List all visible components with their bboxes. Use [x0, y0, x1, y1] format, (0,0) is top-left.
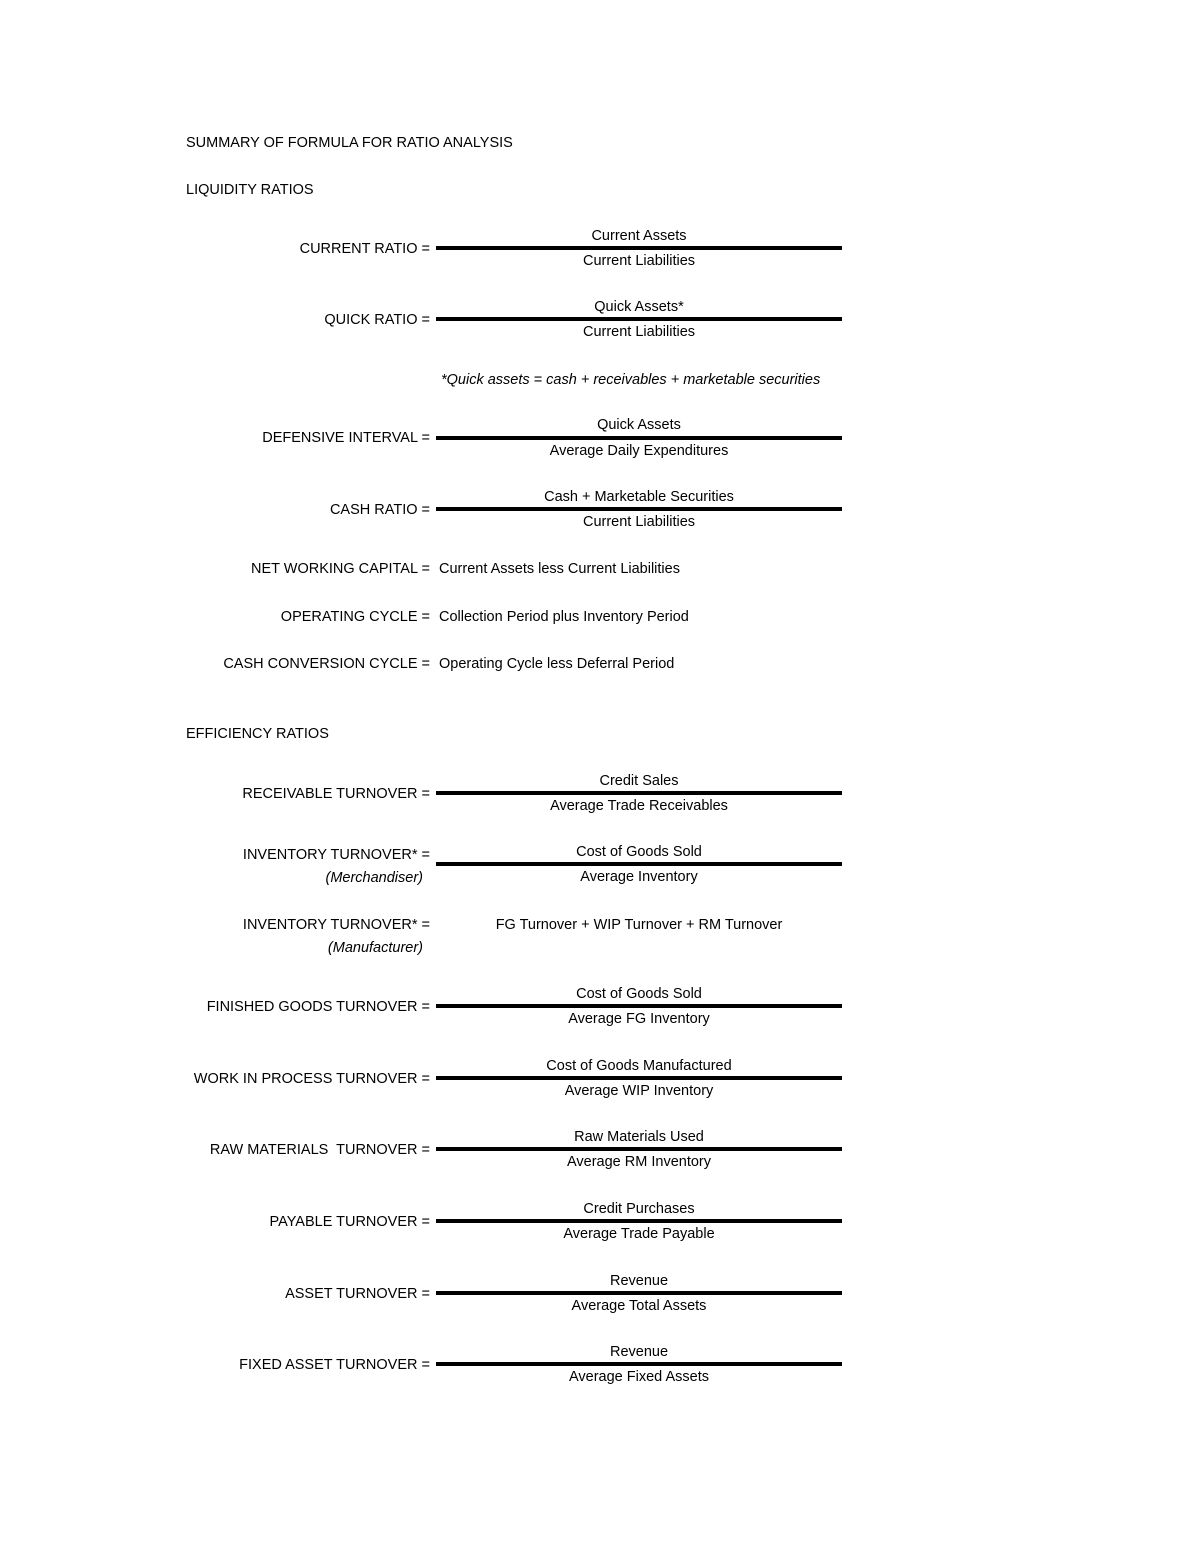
fraction-bar	[436, 246, 842, 250]
fraction-bar	[436, 862, 842, 866]
fraction-bar	[436, 436, 842, 440]
fraction-bar	[436, 791, 842, 795]
inventory-turnover-merch-label: INVENTORY TURNOVER* =	[242, 847, 430, 863]
fraction-bar	[436, 1291, 842, 1295]
receivable-turnover-label: RECEIVABLE TURNOVER =	[242, 786, 430, 802]
payable-turnover-denominator: Average Trade Payable	[563, 1226, 715, 1242]
payable-turnover-label: PAYABLE TURNOVER =	[269, 1214, 430, 1230]
net-working-capital-formula-text: Current Assets less Current Liabilities	[439, 561, 680, 577]
efficiency-heading: EFFICIENCY RATIOS	[186, 726, 329, 742]
wip-turnover-denominator: Average WIP Inventory	[564, 1083, 714, 1099]
quick-assets-note: *Quick assets = cash + receivables + marketable securities	[441, 372, 821, 388]
fraction-bar	[436, 1076, 842, 1080]
cash-conversion-cycle-formula-text: Operating Cycle less Deferral Period	[439, 656, 675, 672]
defensive-interval-label: DEFENSIVE INTERVAL =	[262, 430, 430, 446]
receivable-turnover-denominator: Average Trade Receivables	[550, 798, 728, 814]
fixed-asset-turnover-label: FIXED ASSET TURNOVER =	[239, 1357, 430, 1373]
operating-cycle-formula-text: Collection Period plus Inventory Period	[439, 609, 689, 625]
fixed-asset-turnover-denominator: Average Fixed Assets	[569, 1369, 709, 1385]
fraction-bar	[436, 1004, 842, 1008]
operating-cycle-label: OPERATING CYCLE =	[280, 609, 430, 625]
payable-turnover-numerator: Credit Purchases	[583, 1201, 695, 1217]
asset-turnover-denominator: Average Total Assets	[571, 1298, 707, 1314]
defensive-interval-numerator: Quick Assets	[597, 417, 681, 433]
fraction-bar	[436, 507, 842, 511]
cash-ratio-numerator: Cash + Marketable Securities	[544, 489, 734, 505]
finished-goods-turnover-numerator: Cost of Goods Sold	[576, 986, 702, 1002]
inventory-turnover-merch-denominator: Average Inventory	[580, 869, 698, 885]
current-ratio-numerator: Current Assets	[591, 228, 687, 244]
fraction-bar	[436, 1219, 842, 1223]
wip-turnover-label: WORK IN PROCESS TURNOVER =	[193, 1071, 430, 1087]
cash-conversion-cycle-label: CASH CONVERSION CYCLE =	[223, 656, 430, 672]
inventory-turnover-mfg-label: INVENTORY TURNOVER* =	[242, 917, 430, 933]
wip-turnover-numerator: Cost of Goods Manufactured	[546, 1058, 732, 1074]
inventory-turnover-merch-numerator: Cost of Goods Sold	[576, 844, 702, 860]
raw-materials-turnover-numerator: Raw Materials Used	[574, 1129, 704, 1145]
asset-turnover-label: ASSET TURNOVER =	[285, 1286, 430, 1302]
inventory-turnover-mfg-sublabel: (Manufacturer)	[327, 940, 423, 956]
quick-ratio-denominator: Current Liabilities	[582, 324, 696, 340]
raw-materials-turnover-denominator: Average RM Inventory	[567, 1154, 711, 1170]
document-title: SUMMARY OF FORMULA FOR RATIO ANALYSIS	[186, 135, 513, 151]
finished-goods-turnover-denominator: Average FG Inventory	[568, 1011, 710, 1027]
defensive-interval-denominator: Average Daily Expenditures	[549, 443, 729, 459]
quick-ratio-label: QUICK RATIO =	[324, 312, 430, 328]
quick-ratio-numerator: Quick Assets*	[594, 299, 684, 315]
liquidity-heading: LIQUIDITY RATIOS	[186, 182, 314, 198]
cash-ratio-denominator: Current Liabilities	[582, 514, 696, 530]
net-working-capital-label: NET WORKING CAPITAL =	[251, 561, 430, 577]
cash-ratio-label: CASH RATIO =	[329, 502, 430, 518]
inventory-turnover-merch-sublabel: (Merchandiser)	[325, 870, 423, 886]
inventory-turnover-mfg-formula-text: FG Turnover + WIP Turnover + RM Turnover	[495, 917, 783, 933]
asset-turnover-numerator: Revenue	[609, 1273, 669, 1289]
fixed-asset-turnover-numerator: Revenue	[609, 1344, 669, 1360]
raw-materials-turnover-label: RAW MATERIALS TURNOVER =	[209, 1142, 430, 1158]
current-ratio-label: CURRENT RATIO =	[299, 241, 430, 257]
fraction-bar	[436, 317, 842, 321]
fraction-bar	[436, 1362, 842, 1366]
current-ratio-denominator: Current Liabilities	[582, 253, 696, 269]
finished-goods-turnover-label: FINISHED GOODS TURNOVER =	[206, 999, 430, 1015]
fraction-bar	[436, 1147, 842, 1151]
receivable-turnover-numerator: Credit Sales	[599, 773, 679, 789]
